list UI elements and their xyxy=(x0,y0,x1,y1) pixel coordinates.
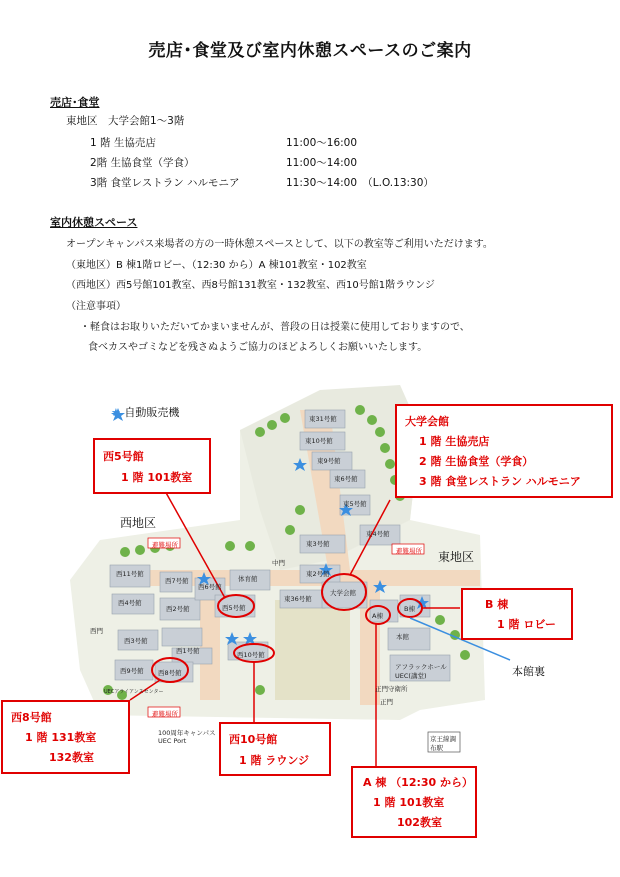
building-label: 正門守衛所 xyxy=(375,685,408,693)
callout-title: 西5号館 xyxy=(103,450,144,463)
callout-title: 西10号館 xyxy=(229,733,278,746)
building-label: 100周年キャンパスUEC Port xyxy=(158,729,216,745)
building-label: 西10号館 xyxy=(237,651,265,659)
building-label: 東36号館 xyxy=(284,595,312,603)
callout-line: 132教室 xyxy=(49,751,94,764)
shop-floor-2: 2階 生協食堂（学食） xyxy=(90,157,195,169)
shop-heading: 売店･食堂 xyxy=(50,96,100,109)
building-label: 西2号館 xyxy=(166,605,190,613)
building-label: 東31号館 xyxy=(309,415,337,423)
building-label: 西1号館 xyxy=(176,647,200,655)
west-area-label: 西地区 xyxy=(120,516,157,530)
callout-west5 xyxy=(93,438,211,494)
note-heading: （注意事項） xyxy=(66,301,126,312)
shop-floor-1: 1 階 生協売店 xyxy=(90,137,156,149)
callout-title: 大学会館 xyxy=(405,415,449,428)
callout-line: 1 階 101教室 xyxy=(373,796,445,809)
callout-title: B 棟 xyxy=(485,598,509,611)
note-line-1: ・軽食はお取りいただいてかまいませんが、普段の日は授業に使用しておりますので、 xyxy=(80,322,470,333)
building-label: 西門 xyxy=(90,627,103,635)
callout-a-building xyxy=(351,766,477,838)
building-label: 西4号館 xyxy=(118,599,142,607)
building-label: 体育館 xyxy=(238,575,258,583)
building-label: B棟 xyxy=(404,605,415,613)
rest-west: （西地区）西5号館101教室、西8号館131教室・132教室、西10号館1階ラウンジ xyxy=(66,280,435,291)
building-label: 西11号館 xyxy=(116,570,144,578)
shop-hours-1: 11:00～16:00 xyxy=(286,137,358,149)
callout-line: 1 階 101教室 xyxy=(121,471,193,484)
building-label: 東6号館 xyxy=(334,475,358,483)
building-label: 東10号館 xyxy=(305,437,333,445)
rest-intro: オープンキャンパス来場者の方の一時休憩スペースとして、以下の教室等ご利用いただけます。 xyxy=(66,239,493,250)
callout-west8 xyxy=(1,700,130,774)
callout-daigaku-kaikan xyxy=(395,404,613,498)
building-label: 西9号館 xyxy=(120,667,144,675)
building-label: 京王線調布駅 xyxy=(430,735,456,752)
page-title: 売店･食堂及び室内休憩スペースのご案内 xyxy=(148,41,472,61)
callout-line: 3 階 食堂レストラン ハルモニア xyxy=(419,475,581,488)
note-line-2: 食べカスやゴミなどを残さぬようご協力のほどよろしくお願いいたします。 xyxy=(88,342,428,353)
callout-title: A 棟 （12:30 から） xyxy=(363,776,474,789)
shop-hours-3: 11:30～14:00 （L.O.13:30） xyxy=(286,177,434,189)
callout-line: 1 階 生協売店 xyxy=(419,435,490,448)
building-label: 西8号館 xyxy=(158,669,182,677)
callout-line: 1 階 131教室 xyxy=(25,731,97,744)
building-label: 西6号館 xyxy=(198,583,222,591)
callout-line: 1 階 ロビー xyxy=(497,618,556,631)
building-label: 東3号館 xyxy=(306,540,330,548)
callout-west10 xyxy=(219,722,331,776)
shop-floor-3: 3階 食堂レストラン ハルモニア xyxy=(90,177,240,189)
building-label: 正門 xyxy=(380,698,393,706)
main-building-back-label: 本館裏 xyxy=(512,665,545,678)
building-label: 東5号館 xyxy=(343,500,367,508)
east-area-label: 東地区 xyxy=(438,550,475,564)
callout-line: 2 階 生協食堂（学食） xyxy=(419,455,534,468)
shelter-label: 避難場所 xyxy=(396,547,422,555)
shelter-label: 避難場所 xyxy=(152,710,178,718)
building-label: A棟 xyxy=(372,612,383,620)
building-label: 西3号館 xyxy=(124,637,148,645)
building-label: 東4号館 xyxy=(366,530,390,538)
callout-title: 西8号館 xyxy=(11,711,52,724)
building-label: 本館 xyxy=(396,633,409,641)
building-label: アフラックホールUEC(講堂) xyxy=(395,663,447,680)
rest-heading: 室内休憩スペース xyxy=(50,216,138,229)
callout-b-building xyxy=(461,588,573,640)
shop-area: 東地区 大学会館1～3階 xyxy=(66,115,185,127)
vending-legend: ★ 自動販売機 xyxy=(111,406,180,419)
building-label: 東2号館 xyxy=(306,570,330,578)
rest-east: （東地区）B 棟1階ロビー、（12:30 から）A 棟101教室・102教室 xyxy=(66,260,367,271)
shelter-label: 避難場所 xyxy=(152,541,178,549)
building-label: 東9号館 xyxy=(317,457,341,465)
building-label: 西7号館 xyxy=(165,577,189,585)
shop-hours-2: 11:00～14:00 xyxy=(286,157,358,169)
star-icon: ★ xyxy=(111,406,121,419)
callout-line: 102教室 xyxy=(397,816,442,829)
building-label: 中門 xyxy=(272,559,285,567)
callout-line: 1 階 ラウンジ xyxy=(239,754,310,767)
building-label: 大学会館 xyxy=(330,589,356,597)
building-label: UECアライアンスセンター xyxy=(104,689,164,695)
building-label: 西5号館 xyxy=(222,604,246,612)
